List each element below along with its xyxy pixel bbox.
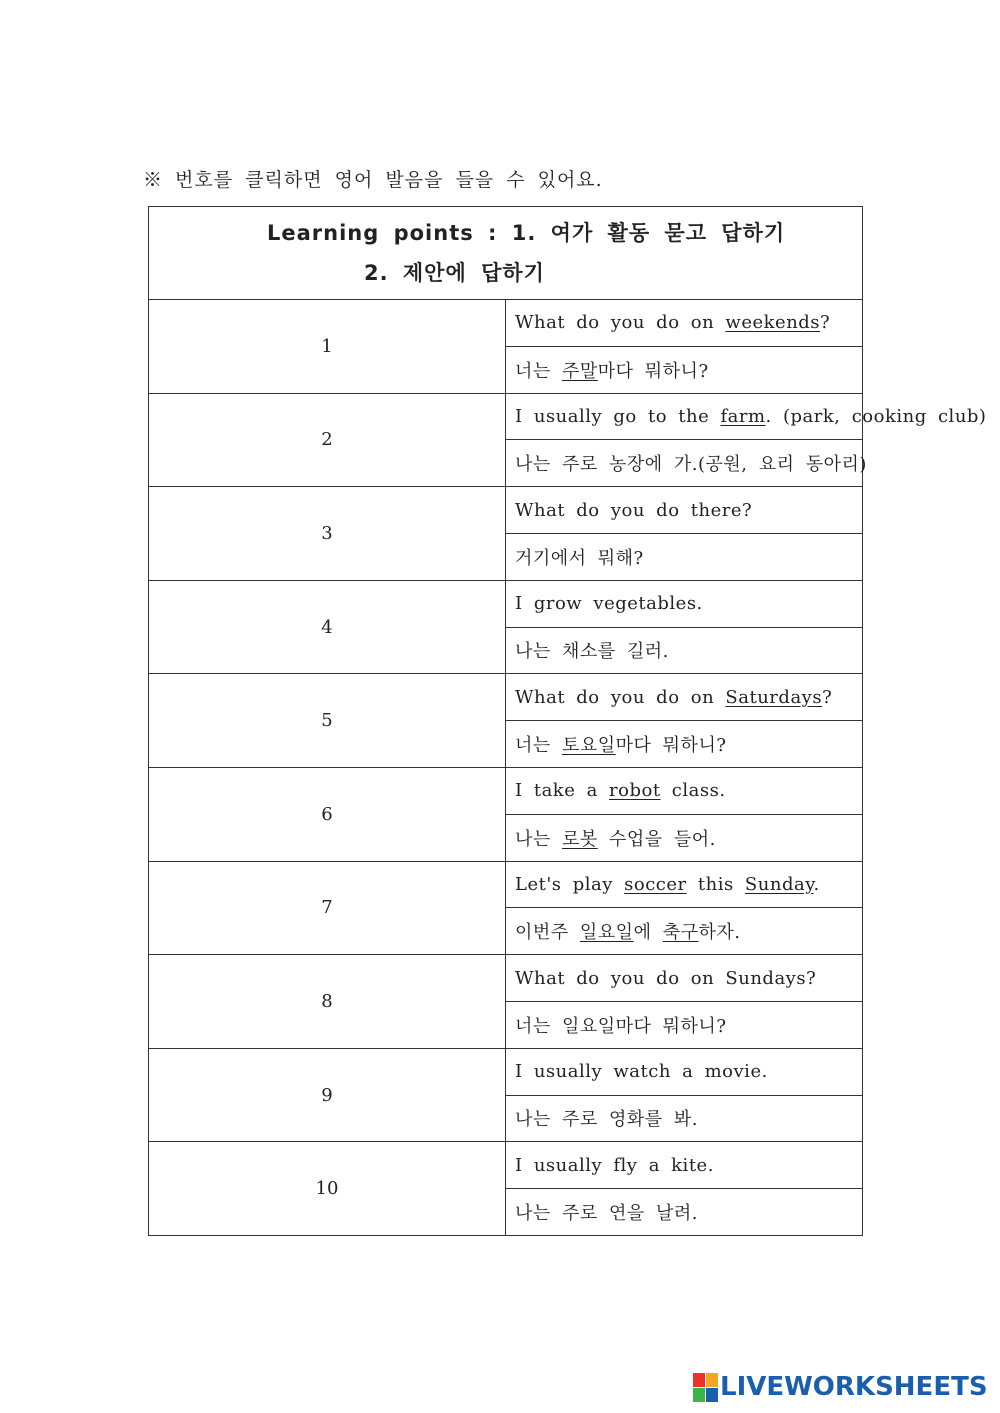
sentence-segment: 나는 채소를 길러. <box>515 641 669 663</box>
underlined-word: 주말 <box>562 360 598 382</box>
table-row <box>149 674 863 721</box>
sentence-segment: 나는 주로 농장에 가.(공원, 요리 동아리) <box>515 454 867 476</box>
sentence-segment: class. <box>660 780 726 802</box>
korean-sentence <box>506 814 863 861</box>
table-row <box>149 1142 863 1189</box>
sentence-segment: 이번주 <box>515 922 580 944</box>
sentence-segment: I take a <box>515 780 610 802</box>
sentence-segment: 너는 <box>515 360 562 382</box>
sentence-segment: 나는 주로 연을 날려. <box>515 1203 698 1225</box>
english-sentence <box>506 487 863 534</box>
learning-points-header <box>149 207 863 300</box>
sentence-segment: 마다 뭐하니? <box>615 735 727 757</box>
sentence-segment: 거기에서 뭐해? <box>515 547 644 569</box>
table-row <box>149 767 863 814</box>
korean-sentence <box>506 721 863 768</box>
sentence-segment: I usually watch a movie. <box>515 1061 768 1083</box>
english-sentence <box>506 767 863 814</box>
sentence-segment: 너는 일요일마다 뭐하니? <box>515 1015 727 1037</box>
sentence-segment: Let's play <box>515 873 625 895</box>
instruction-note: ※ 번호를 클릭하면 영어 발음을 들을 수 있어요. <box>143 169 603 191</box>
english-sentence <box>506 674 863 721</box>
audio-number-button[interactable]: 9 <box>149 1048 506 1142</box>
korean-sentence <box>506 1189 863 1236</box>
sentence-segment: ? <box>820 312 831 334</box>
korean-sentence <box>506 346 863 393</box>
sentence-segment: ? <box>822 686 833 708</box>
audio-number-button[interactable]: 8 <box>149 955 506 1049</box>
sentence-segment: I usually go to the <box>515 405 721 427</box>
learning-points-line-1: Learning points : 1. 여가 활동 묻고 답하기 <box>267 221 786 245</box>
underlined-word: robot <box>609 780 661 802</box>
underlined-word: Saturdays <box>725 686 823 708</box>
underlined-word: 축구 <box>662 922 699 944</box>
korean-sentence <box>506 627 863 674</box>
korean-sentence <box>506 440 867 487</box>
table-row <box>149 487 863 534</box>
audio-number-button[interactable]: 3 <box>149 487 506 581</box>
logo-text: LIVEWORKSHEETS <box>720 1372 988 1402</box>
audio-number-button[interactable]: 10 <box>149 1142 506 1236</box>
underlined-word: weekends <box>725 312 821 334</box>
sentence-segment: What do you do on <box>515 312 726 334</box>
header-row <box>149 207 863 300</box>
audio-number-button[interactable]: 6 <box>149 767 506 861</box>
audio-number-button[interactable]: 5 <box>149 674 506 768</box>
table-row <box>149 580 863 627</box>
english-sentence <box>506 955 863 1002</box>
table-row <box>149 300 863 347</box>
english-sentence <box>506 1048 863 1095</box>
sentence-segment: 너는 <box>515 735 562 757</box>
underlined-word: 일요일 <box>579 922 634 944</box>
english-sentence <box>506 1142 863 1189</box>
english-sentence <box>506 861 863 908</box>
sentence-segment: What do you do on <box>515 686 726 708</box>
sentence-segment: 마다 뭐하니? <box>597 360 709 382</box>
sentence-segment: . <box>813 873 820 895</box>
audio-number-button[interactable]: 1 <box>149 300 506 394</box>
korean-sentence <box>506 533 863 580</box>
english-sentence <box>506 300 863 347</box>
english-sentence <box>506 393 987 440</box>
sentence-segment: What do you do on Sundays? <box>515 967 817 989</box>
learning-points-line-2: 2. 제안에 답하기 <box>364 261 545 285</box>
audio-number-button[interactable]: 7 <box>149 861 506 955</box>
sentence-segment: this <box>686 873 745 895</box>
table-row <box>149 955 863 1002</box>
audio-number-button[interactable]: 2 <box>149 393 506 487</box>
logo-mark-icon <box>693 1373 717 1401</box>
sentence-segment: 나는 주로 영화를 봐. <box>515 1109 698 1131</box>
sentence-segment: I usually fly a kite. <box>515 1154 714 1176</box>
sentence-segment: 에 <box>633 922 663 944</box>
underlined-word: soccer <box>624 873 687 895</box>
sentence-segment: 하자. <box>698 922 741 944</box>
underlined-word: 로봇 <box>562 828 598 850</box>
sentence-segment: What do you do there? <box>515 499 753 521</box>
liveworksheets-logo <box>693 1372 988 1402</box>
underlined-word: Sunday <box>744 873 814 895</box>
korean-sentence <box>506 1095 863 1142</box>
table-row <box>149 861 863 908</box>
sentence-segment: 수업을 들어. <box>597 828 716 850</box>
sentence-segment: 나는 <box>515 828 562 850</box>
korean-sentence <box>506 908 863 955</box>
english-sentence <box>506 580 863 627</box>
audio-number-button[interactable]: 4 <box>149 580 506 674</box>
underlined-word: farm <box>720 405 766 427</box>
table-row <box>149 1048 863 1095</box>
table-row <box>149 393 863 440</box>
underlined-word: 토요일 <box>562 735 616 757</box>
sentence-segment: I grow vegetables. <box>515 593 703 615</box>
learning-table <box>148 206 987 1236</box>
sentence-segment: . (park, cooking club) <box>765 405 987 427</box>
korean-sentence <box>506 1001 863 1048</box>
